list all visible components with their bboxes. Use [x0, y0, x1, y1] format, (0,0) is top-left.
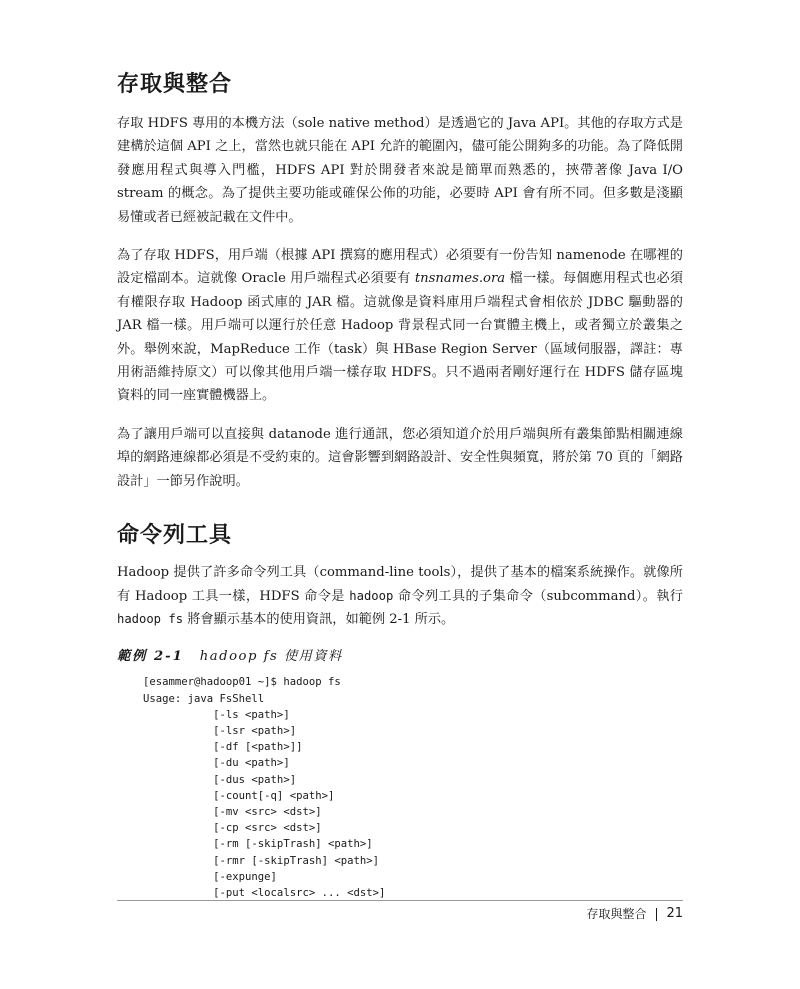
code-line: [-dus <path>] [143, 773, 297, 786]
example-title: hadoop fs 使用資料 [199, 649, 343, 665]
text-segment: Hadoop 提供了許多命令列工具（command-line tools），提供了基本的檔案系統操作。就像所有 Hadoop 工具一樣，HDFS 命令是 [117, 565, 683, 604]
code-line: [-put <localsrc> ... <dst>] [143, 886, 386, 899]
text-segment: 檔一樣。每個應用程式也必須有權限存取 Hadoop 函式庫的 JAR 檔。這就像是資料庫用戶端程式會相依於 JDBC 驅動器的 JAR 檔一樣。用戶端可以運行於任意 Hadoop 背景程式同一台實體主機上，或者獨立於叢集之外。舉例來說，MapReduce 工作（task）與 HBase Region Server（區域伺服器，譯註：專用術語維持原文）可以像其他用戶端一樣存取 HDFS。只不過兩者剛好運行在 HDFS 儲存區塊資料的同一座實體機器上。 [117, 271, 683, 404]
text-segment: 為了讓用戶端可以直接與 datanode 進行通訊，您必須知道介於用戶端與所有叢集節點相關連線埠的網路連線都必須是不受約束的。這會影響到網路設計、安全性與頻寬，將於第 70 頁的「網路設計」一節另作說明。 [117, 426, 683, 489]
text-segment: 存取 HDFS 專用的本機方法（sole native method）是透過它的 Java API。其他的存取方式是建構於這個 API 之上，當然也就只能在 API 允許的範圍內，儘可能公開夠多的功能。為了降低開發應用程式與導入門檻，HDFS API 對於開發者來說是簡單而熟悉的，挾帶著像 Java I/O stream 的概念。為了提供主要功能或確保公佈的功能，必要時 API 會有所不同。但多數是淺顯易懂或者已經被記載在文件中。 [117, 116, 683, 225]
paragraph-hadoop-tools [117, 561, 683, 631]
text-segment: 為了存取 HDFS，用戶端（根據 API 撰寫的應用程式）必須要有一份告知 namenode 在哪裡的設定檔副本。這就像 Oracle 用戶端程式必須要有 [117, 248, 683, 287]
code-line: [-rmr [-skipTrash] <path>] [143, 854, 379, 867]
code-line: [-du <path>] [143, 757, 290, 770]
footer-divider [117, 900, 683, 901]
code-line: [-cp <src> <dst>] [143, 822, 322, 835]
code-block-hadoop-fs-usage [143, 674, 683, 901]
page-content [117, 70, 683, 901]
code-line: [-rm [-skipTrash] <path>] [143, 838, 373, 851]
code-line: Usage: java FsShell [143, 692, 265, 705]
section-heading-access-integration: 存取與整合 [117, 72, 233, 97]
paragraph-client-config [117, 244, 683, 408]
paragraph-native-api [117, 112, 683, 229]
example-caption [117, 646, 683, 668]
example-label: 範例 2-1 [117, 649, 184, 665]
code-line: [-ls <path>] [143, 708, 290, 721]
inline-code: hadoop fs [117, 611, 184, 626]
code-line: [-count[-q] <path>] [143, 789, 335, 802]
inline-code: hadoop [349, 588, 394, 603]
footer-separator [656, 908, 657, 921]
page-number: 21 [666, 906, 683, 921]
page-footer [586, 904, 683, 924]
footer-chapter-title: 存取與整合 [586, 907, 647, 921]
code-line: [-lsr <path>] [143, 724, 297, 737]
text-segment: 將會顯示基本的使用資訊，如範例 2-1 所示。 [183, 611, 455, 627]
italic-filename: tnsnames.ora [414, 271, 506, 287]
code-line: [-expunge] [143, 870, 277, 883]
section-heading-command-line-tools: 命令列工具 [117, 523, 233, 549]
code-line: [esammer@hadoop01 ~]$ hadoop fs [143, 676, 341, 689]
code-line: [-df [<path>]] [143, 741, 303, 754]
code-line: [-mv <src> <dst>] [143, 805, 322, 818]
text-segment: 命令列工具的子集命令（subcommand）。執行 [393, 588, 683, 604]
paragraph-datanode-network [117, 423, 683, 493]
